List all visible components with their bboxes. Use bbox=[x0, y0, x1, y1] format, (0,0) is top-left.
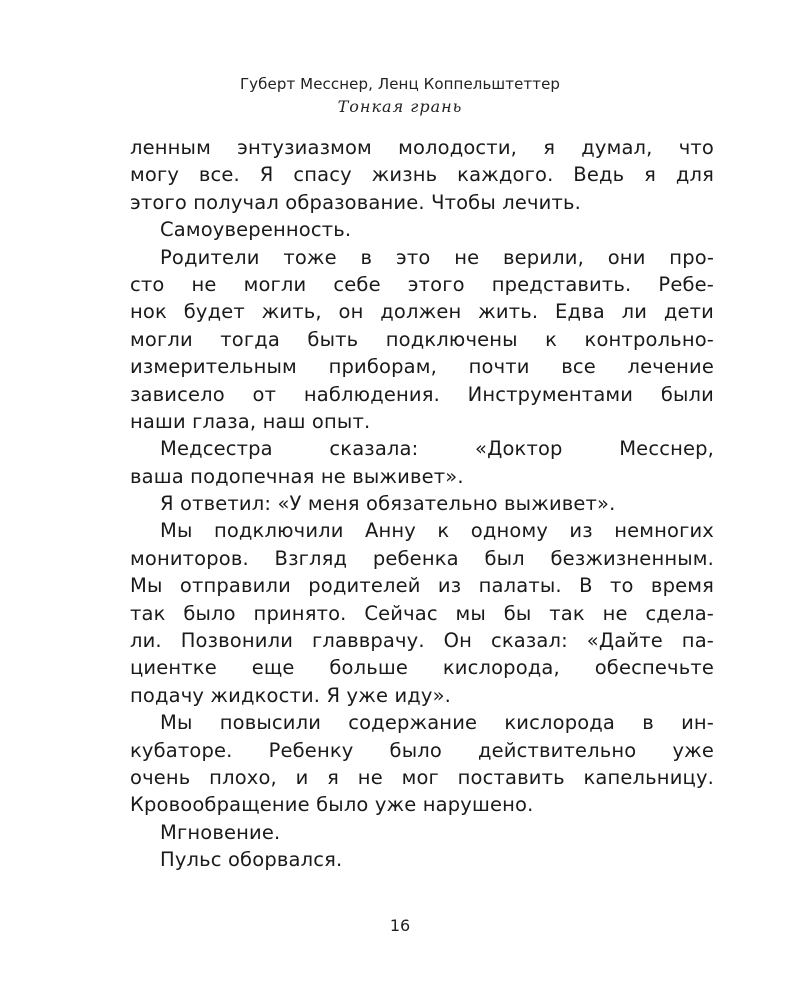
text-line: могу все. Я спасу жизнь каждого. Ведь я для bbox=[130, 163, 714, 187]
text-line: мониторов. Взгляд ребенка был безжизненным. bbox=[130, 546, 714, 570]
header-authors: Губерт Месснер, Ленц Коппельштеттер bbox=[239, 75, 561, 93]
text-line: Мгновение. bbox=[160, 820, 281, 844]
text-line: Пульс оборвался. bbox=[160, 848, 343, 872]
text-line: подачу жидкости. Я уже иду». bbox=[130, 683, 452, 707]
header-book-title: Тонкая грань bbox=[337, 97, 463, 116]
text-line: очень плохо, и я не мог поставить капельницу. bbox=[130, 765, 714, 789]
running-header bbox=[0, 74, 800, 119]
text-line: Мы повысили содержание кислорода в ин- bbox=[160, 711, 714, 735]
text-line: могли тогда быть подключены к контрольно- bbox=[130, 327, 714, 351]
text-line: наши глаза, наш опыт. bbox=[130, 409, 371, 433]
text-line: Медсестра сказала: «Доктор Месснер, bbox=[160, 437, 714, 461]
text-line: сто не могли себе этого представить. Ребе- bbox=[130, 272, 714, 296]
text-line: Мы отправили родителей из палаты. В то время bbox=[130, 574, 714, 598]
page-number: 16 bbox=[389, 916, 411, 935]
text-line: Мы подключили Анну к одному из немногих bbox=[160, 519, 714, 543]
text-line: нок будет жить, он должен жить. Едва ли дети bbox=[130, 300, 714, 324]
text-line: ленным энтузиазмом молодости, я думал, что bbox=[130, 136, 714, 159]
text-line: Самоуверенность. bbox=[160, 218, 352, 242]
text-line: Я ответил: «У меня обязательно выживет». bbox=[160, 492, 616, 516]
text-line: измерительным приборам, почти все лечение bbox=[130, 355, 714, 379]
text-line: ли. Позвонили главврачу. Он сказал: «Дайте па- bbox=[130, 629, 714, 653]
text-line: ваша подопечная не выживет». bbox=[130, 464, 464, 488]
text-line: Кровообращение было уже нарушено. bbox=[130, 793, 534, 817]
text-line: кубаторе. Ребенку было действительно уже bbox=[130, 738, 714, 762]
text-line: циентке еще больше кислорода, обеспечьте bbox=[130, 656, 714, 680]
text-line: этого получал образование. Чтобы лечить. bbox=[130, 190, 582, 214]
text-line: так было принято. Сейчас мы бы так не сдела- bbox=[130, 601, 714, 625]
text-line: зависело от наблюдения. Инструментами были bbox=[130, 382, 714, 406]
body-text bbox=[130, 134, 714, 874]
text-line: Родители тоже в это не верили, они про- bbox=[160, 245, 714, 269]
